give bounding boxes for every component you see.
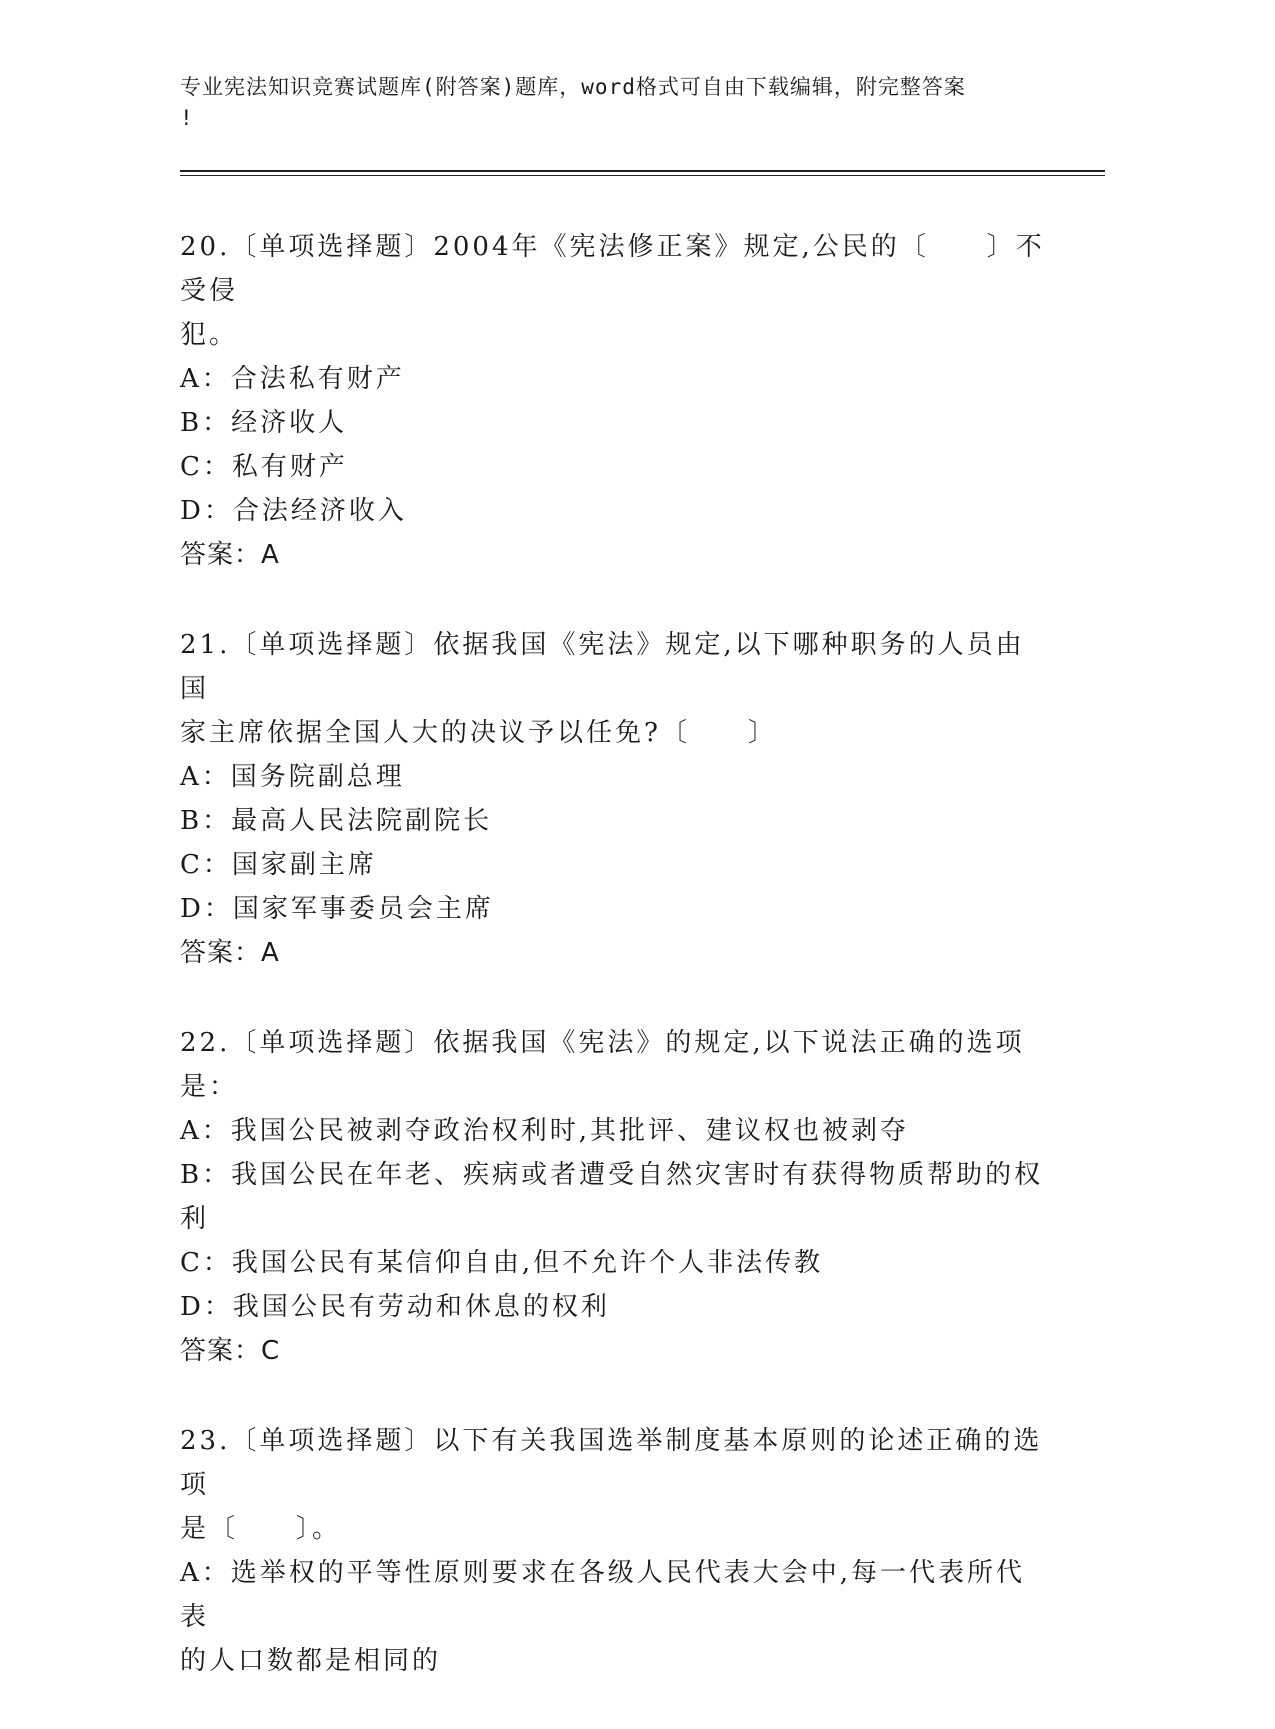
question-stem: 是〔 〕。 bbox=[180, 1514, 342, 1544]
option-c: C：私有财产 bbox=[180, 452, 348, 482]
header-line-1: 专业宪法知识竞赛试题库(附答案)题库，word格式可自由下载编辑，附完整答案 bbox=[180, 75, 966, 99]
answer-line: 答案：C bbox=[180, 1336, 281, 1366]
question-list bbox=[180, 225, 1050, 1729]
question-20 bbox=[180, 225, 1050, 577]
option-a: A：国务院副总理 bbox=[180, 762, 405, 792]
answer-line: 答案：A bbox=[180, 938, 280, 968]
option-c: C：国家副主席 bbox=[180, 850, 377, 880]
option-d: D：合法经济收入 bbox=[180, 496, 407, 526]
question-22 bbox=[180, 1021, 1050, 1373]
option-c: C：我国公民有某信仰自由,但不允许个人非法传教 bbox=[180, 1248, 824, 1278]
question-stem: 23.〔单项选择题〕以下有关我国选举制度基本原则的论述正确的选项 bbox=[180, 1426, 1043, 1500]
header-divider-thin bbox=[180, 175, 1105, 176]
document-header bbox=[180, 72, 1040, 134]
option-d: D：国家军事委员会主席 bbox=[180, 894, 494, 924]
option-a: A：我国公民被剥夺政治权利时,其批评、建议权也被剥夺 bbox=[180, 1116, 910, 1146]
question-stem: 犯。 bbox=[180, 320, 239, 350]
option-b: B：我国公民在年老、疾病或者遭受自然灾害时有获得物质帮助的权利 bbox=[180, 1160, 1044, 1234]
question-stem: 20.〔单项选择题〕2004年《宪法修正案》规定,公民的〔 〕不受侵 bbox=[180, 232, 1045, 306]
question-stem: 22.〔单项选择题〕依据我国《宪法》的规定,以下说法正确的选项是： bbox=[180, 1028, 1025, 1102]
question-21 bbox=[180, 623, 1050, 975]
option-a: A：合法私有财产 bbox=[180, 364, 405, 394]
option-a-continued: 的人口数都是相同的 bbox=[180, 1646, 442, 1676]
header-divider-thick bbox=[180, 170, 1105, 172]
question-23 bbox=[180, 1419, 1050, 1683]
header-line-2: ! bbox=[180, 106, 194, 130]
question-stem: 家主席依据全国人大的决议予以任免?〔 〕 bbox=[180, 718, 777, 748]
option-d: D：我国公民有劳动和休息的权利 bbox=[180, 1292, 610, 1322]
option-b: B：经济收人 bbox=[180, 408, 348, 438]
question-stem: 21.〔单项选择题〕依据我国《宪法》规定,以下哪种职务的人员由国 bbox=[180, 630, 1025, 704]
option-b: B：最高人民法院副院长 bbox=[180, 806, 493, 836]
option-a: A：选举权的平等性原则要求在各级人民代表大会中,每一代表所代表 bbox=[180, 1558, 1026, 1632]
answer-line: 答案：A bbox=[180, 540, 280, 570]
